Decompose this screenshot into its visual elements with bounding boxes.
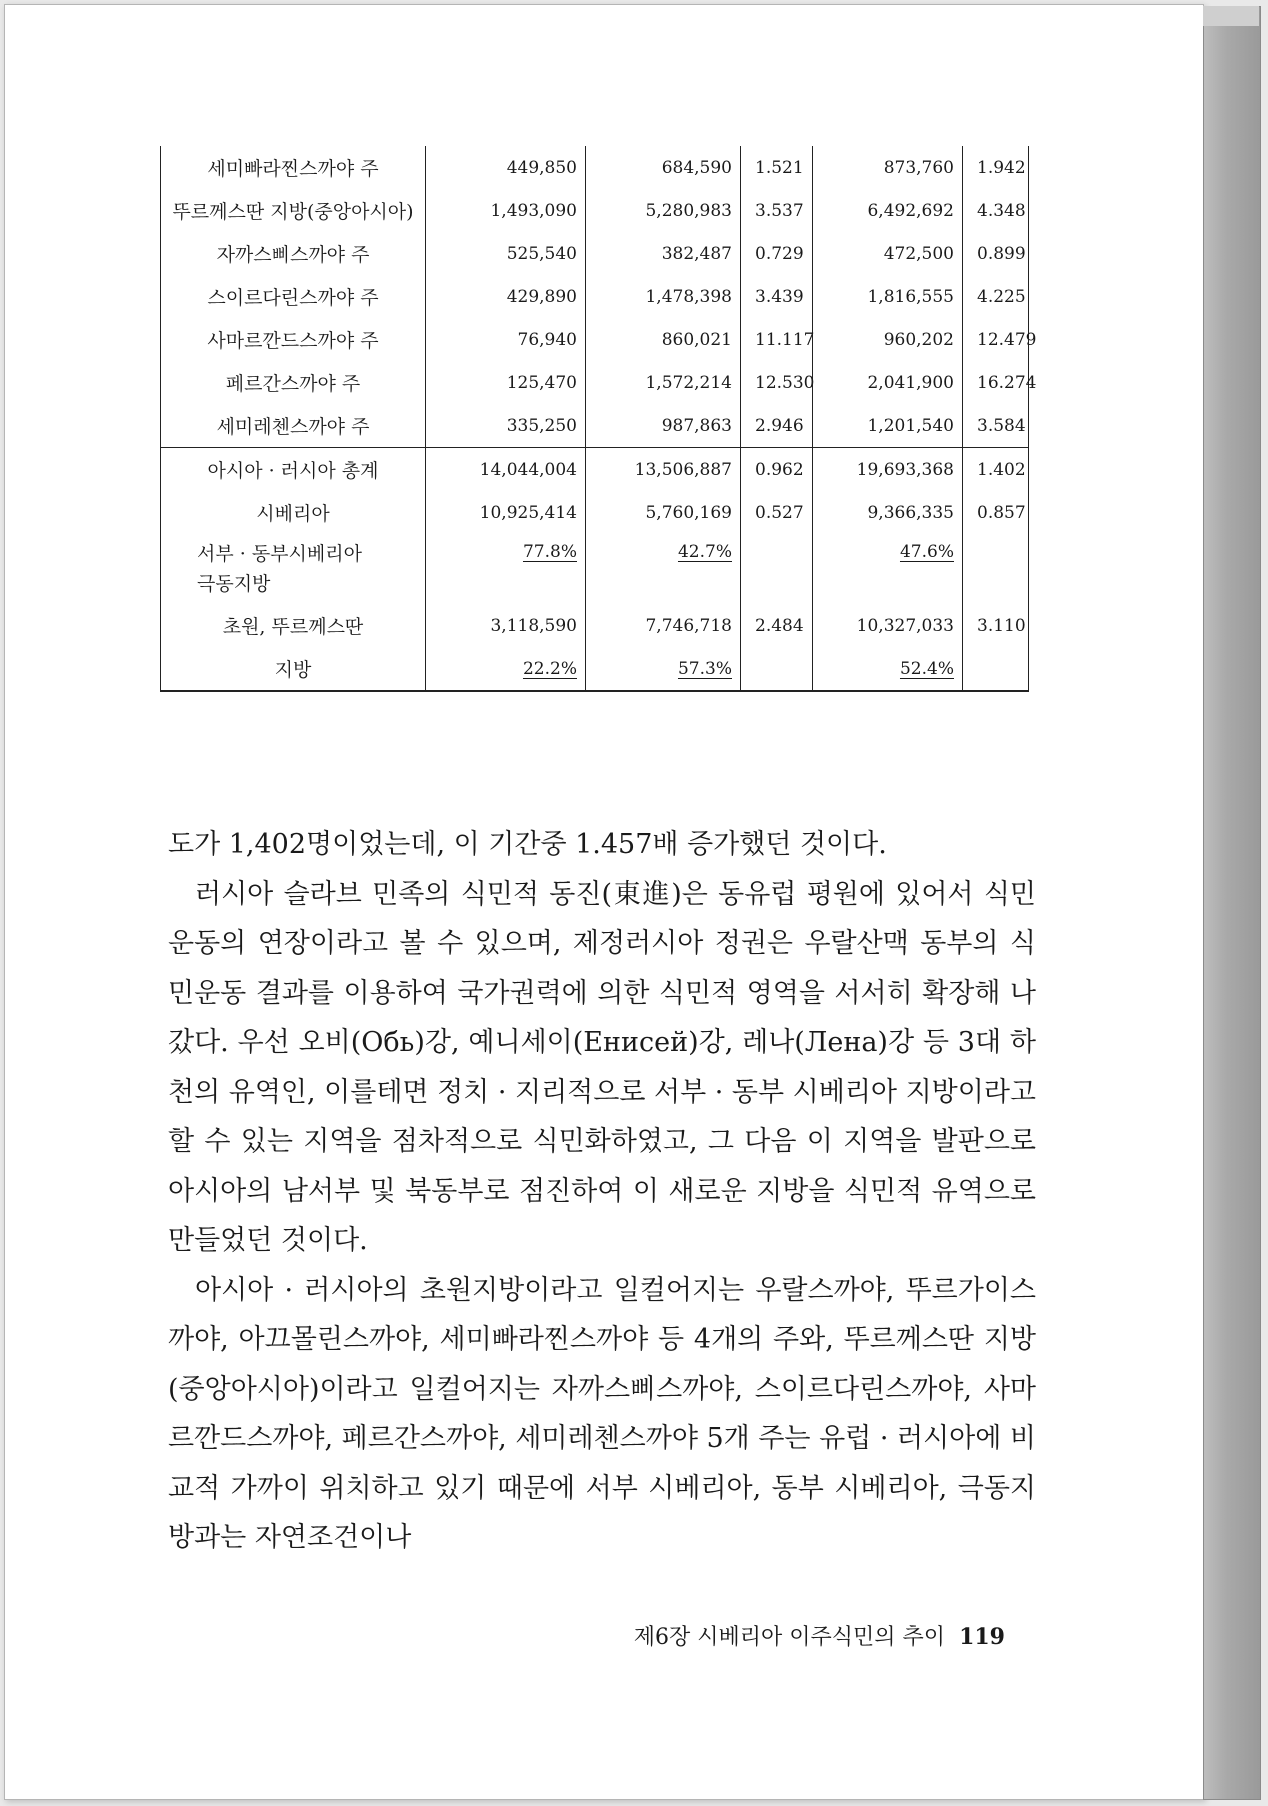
cell-ratio: 12.479 bbox=[963, 318, 1029, 361]
cell-ratio: 3.439 bbox=[741, 275, 813, 318]
cell-ratio: 2.484 bbox=[741, 604, 813, 647]
cell-value: 382,487 bbox=[586, 232, 741, 275]
row-label: 페르간스까야 주 bbox=[161, 361, 426, 404]
cell-ratio: 12.530 bbox=[741, 361, 813, 404]
cell-value: 1,478,398 bbox=[586, 275, 741, 318]
chapter-title: 제6장 시베리아 이주식민의 추이 bbox=[633, 1625, 946, 1650]
cell-ratio: 0.857 bbox=[963, 491, 1029, 534]
cell-ratio: 4.348 bbox=[963, 189, 1029, 232]
table-row bbox=[161, 146, 1029, 189]
row-label: 뚜르께스딴 지방(중앙아시아) bbox=[161, 189, 426, 232]
cell-value: 684,590 bbox=[586, 146, 741, 189]
cell-ratio: 11.117 bbox=[741, 318, 813, 361]
cell-ratio: 3.110 bbox=[963, 604, 1029, 647]
page-footer bbox=[575, 1620, 1005, 1651]
page-stack-edge bbox=[1203, 6, 1261, 1800]
cell-percent: 42.7% bbox=[586, 534, 741, 604]
cell-value: 7,746,718 bbox=[586, 604, 741, 647]
cell-percent: 57.3% bbox=[586, 647, 741, 691]
cell-value: 5,760,169 bbox=[586, 491, 741, 534]
cell-value: 860,021 bbox=[586, 318, 741, 361]
cell-value: 1,201,540 bbox=[813, 404, 963, 448]
row-label: 세미빠라찐스까야 주 bbox=[161, 146, 426, 189]
table-row-share bbox=[161, 647, 1029, 691]
cell-value: 987,863 bbox=[586, 404, 741, 448]
cell-value: 1,816,555 bbox=[813, 275, 963, 318]
row-label-line2: 극동지방 bbox=[197, 573, 271, 595]
cell-value: 10,327,033 bbox=[813, 604, 963, 647]
cell-ratio: 3.584 bbox=[963, 404, 1029, 448]
row-label: 세미레첸스까야 주 bbox=[161, 404, 426, 448]
cell-value: 335,250 bbox=[426, 404, 586, 448]
cell-value: 429,890 bbox=[426, 275, 586, 318]
cell-value: 960,202 bbox=[813, 318, 963, 361]
cell-value: 6,492,692 bbox=[813, 189, 963, 232]
cell-ratio: 16.274 bbox=[963, 361, 1029, 404]
cell-value: 3,118,590 bbox=[426, 604, 586, 647]
row-label: 지방 bbox=[161, 647, 426, 691]
cell-ratio: 0.962 bbox=[741, 448, 813, 492]
cell-value: 10,925,414 bbox=[426, 491, 586, 534]
paragraph: 러시아 슬라브 민족의 식민적 동진(東進)은 동유럽 평원에 있어서 식민운동의 연장이라고 볼 수 있으며, 제정러시아 정권은 우랄산맥 동부의 식민운동 결과를 이용하여 국가권력에 의한 식민적 영역을 서서히 확장해 나갔다. 우선 오비(Обь)강, 예니세이(Енисей)강, 레나(Лена)강 등 3대 하천의 유역인, 이를테면 정치 · 지리적으로 서부 · 동부 시베리아 지방이라고 할 수 있는 지역을 점차적으로 식민화하였고, 그 다음 이 지역을 발판으로 아시아의 남서부 및 북동부로 점진하여 이 새로운 지방을 식민적 유역으로 만들었던 것이다. bbox=[168, 878, 1036, 1256]
cell-empty bbox=[741, 534, 813, 604]
paragraph: 아시아 · 러시아의 초원지방이라고 일컬어지는 우랄스까야, 뚜르가이스까야, 아끄몰린스까야, 세미빠라찐스까야 등 4개의 주와, 뚜르께스딴 지방(중앙아시아)이라고 일컬어지는 자까스삐스까야, 스이르다린스까야, 사마르깐드스까야, 페르간스까야, 세미레첸스까야 5개 주는 유럽 · 러시아에 비교적 가까이 위치하고 있기 때문에 서부 시베리아, 동부 시베리아, 극동지방과는 자연조건이나 bbox=[168, 1274, 1036, 1553]
cell-value: 472,500 bbox=[813, 232, 963, 275]
table-row bbox=[161, 361, 1029, 404]
cell-empty bbox=[741, 647, 813, 691]
cell-value: 13,506,887 bbox=[586, 448, 741, 492]
cell-empty bbox=[963, 534, 1029, 604]
cell-ratio: 2.946 bbox=[741, 404, 813, 448]
table-row bbox=[161, 604, 1029, 647]
cell-ratio: 0.899 bbox=[963, 232, 1029, 275]
row-label: 자까스삐스까야 주 bbox=[161, 232, 426, 275]
table-row-share bbox=[161, 534, 1029, 604]
cell-value: 525,540 bbox=[426, 232, 586, 275]
cell-ratio: 3.537 bbox=[741, 189, 813, 232]
cell-value: 1,572,214 bbox=[586, 361, 741, 404]
cell-ratio: 0.729 bbox=[741, 232, 813, 275]
cell-value: 14,044,004 bbox=[426, 448, 586, 492]
cell-value: 76,940 bbox=[426, 318, 586, 361]
cell-ratio: 4.225 bbox=[963, 275, 1029, 318]
cell-percent: 52.4% bbox=[813, 647, 963, 691]
page-stack-edge-top bbox=[1203, 6, 1259, 26]
row-label: 사마르깐드스까야 주 bbox=[161, 318, 426, 361]
cell-value: 19,693,368 bbox=[813, 448, 963, 492]
cell-ratio: 0.527 bbox=[741, 491, 813, 534]
cell-ratio: 1.402 bbox=[963, 448, 1029, 492]
cell-value: 9,366,335 bbox=[813, 491, 963, 534]
cell-value: 5,280,983 bbox=[586, 189, 741, 232]
row-label-line1: 서부 · 동부시베리아 bbox=[197, 543, 362, 565]
cell-value: 2,041,900 bbox=[813, 361, 963, 404]
table-row bbox=[161, 318, 1029, 361]
cell-ratio: 1.521 bbox=[741, 146, 813, 189]
table-row bbox=[161, 275, 1029, 318]
body-text bbox=[168, 820, 1036, 1563]
population-table bbox=[160, 146, 1037, 692]
table-row bbox=[161, 189, 1029, 232]
cell-value: 449,850 bbox=[426, 146, 586, 189]
row-label: 시베리아 bbox=[161, 491, 426, 534]
table-row-total bbox=[161, 448, 1029, 492]
table-row bbox=[161, 232, 1029, 275]
cell-percent: 22.2% bbox=[426, 647, 586, 691]
row-label: 아시아 · 러시아 총계 bbox=[161, 448, 426, 492]
cell-empty bbox=[963, 647, 1029, 691]
cell-percent: 47.6% bbox=[813, 534, 963, 604]
cell-percent: 77.8% bbox=[426, 534, 586, 604]
cell-ratio: 1.942 bbox=[963, 146, 1029, 189]
cell-value: 1,493,090 bbox=[426, 189, 586, 232]
paragraph: 도가 1,402명이었는데, 이 기간중 1.457배 증가했던 것이다. bbox=[168, 829, 887, 860]
cell-value: 125,470 bbox=[426, 361, 586, 404]
page-number: 119 bbox=[959, 1624, 1005, 1650]
row-label bbox=[161, 534, 426, 604]
table-row bbox=[161, 404, 1029, 448]
row-label: 스이르다린스까야 주 bbox=[161, 275, 426, 318]
table-row bbox=[161, 491, 1029, 534]
row-label: 초원, 뚜르께스딴 bbox=[161, 604, 426, 647]
cell-value: 873,760 bbox=[813, 146, 963, 189]
